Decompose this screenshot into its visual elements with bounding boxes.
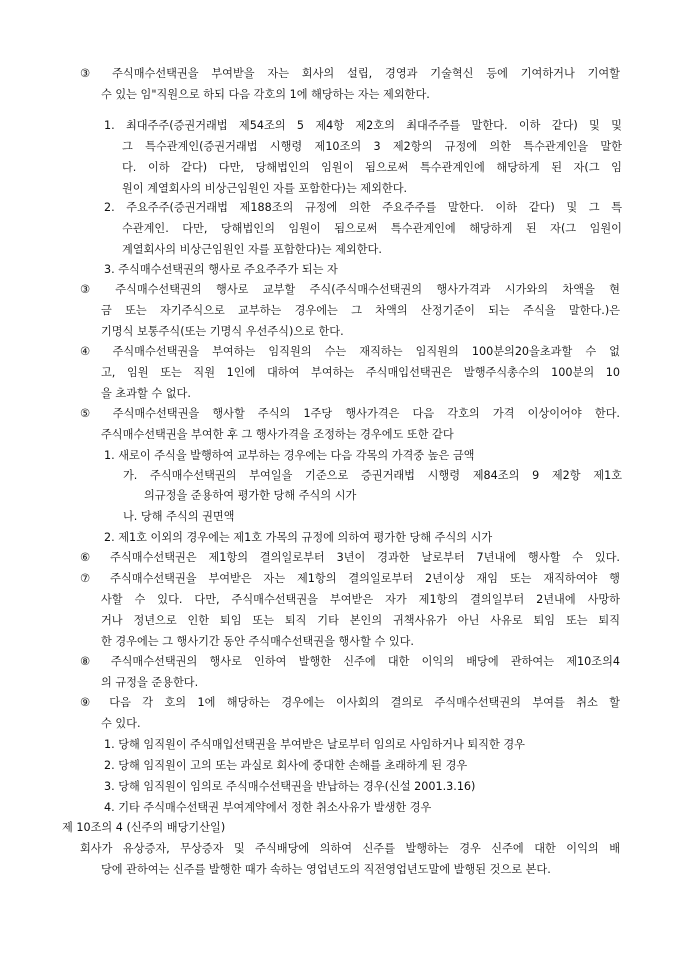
article-heading: 제 10조의 4 (신주의 배당기산일) <box>62 821 226 834</box>
paragraph-7-line-4: 한 경우에는 그 행사기간 동안 주식매수선택권을 행사할 수 있다. <box>101 635 414 648</box>
paragraph-5-item-1: 1. 새로이 주식을 발행하여 교부하는 경우에는 다음 각목의 가격중 높은 금액 <box>104 449 475 462</box>
subitem-ga-line-2: 의규정을 준용하여 평가한 당해 주식의 시가 <box>144 489 357 502</box>
paragraph-5-line-2: 주식매수선택권을 부여한 후 그 행사가격을 조정하는 경우에도 또한 같다 <box>101 428 454 441</box>
paragraph-9-item-1: 1. 당해 임직원이 주식매입선택권을 부여받은 날로부터 임의로 사임하거나 퇴직한 경우 <box>104 738 525 751</box>
paragraph-5-item-2: 2. 제1호 이외의 경우에는 제1호 가목의 규정에 의하여 평가한 당해 주식의 시가 <box>104 531 493 544</box>
paragraph-9-item-4: 4. 기타 주식매수선택권 부여계약에서 정한 취소사유가 발생한 경우 <box>104 801 432 814</box>
paragraph-9-line-2: 수 있다. <box>101 717 141 730</box>
article-body-line-1: 회사가 유상증자, 무상증자 및 주식배당에 의하여 신주를 발행하는 경우 신주에 대한 이익의 배 <box>80 842 620 855</box>
item-3-line-1: 3. 주식매수선택권의 행사로 주요주주가 되는 자 <box>104 263 338 276</box>
paragraph-5-line-1: ⑤ 주식매수선택권을 행사할 주식의 1주당 행사가격은 다음 각호의 가격 이상이어야 한다. <box>80 407 620 420</box>
paragraph-8-line-2: 의 규정을 준용한다. <box>101 676 199 689</box>
paragraph-4-line-3: 을 초과할 수 없다. <box>101 387 191 400</box>
item-1-line-3: 다. 이하 같다) 다만, 당해법인의 임원이 됨으로써 특수관계인에 해당하게 된 자(그 임 <box>122 161 622 174</box>
paragraph-7-line-1: ⑦ 주식매수선택권을 부여받은 자는 제1항의 결의일로부터 2년이상 재임 또는 재직하여야 행 <box>80 572 620 585</box>
paragraph-3b-line-3: 기명식 보통주식(또는 기명식 우선주식)으로 한다. <box>101 325 344 338</box>
item-2-line-1: 2. 주요주주(증권거래법 제188조의 규정에 의한 주요주주를 말한다. 이하 같다) 및 그 특 <box>104 201 622 214</box>
item-1-line-1: 1. 최대주주(증권거래법 제54조의 5 제4항 제2호의 최대주주를 말한다. 이하 같다) 및 및 <box>104 119 622 132</box>
paragraph-9-item-2: 2. 당해 임직원이 고의 또는 과실로 회사에 중대한 손해를 초래하게 된 경우 <box>104 759 468 772</box>
paragraph-9-line-1: ⑨ 다음 각 호의 1에 해당하는 경우에는 이사회의 결의로 주식매수선택권의 부여를 취소 할 <box>80 696 620 709</box>
item-1-line-4: 원이 계열회사의 비상근임원인 자를 포함한다)는 제외한다. <box>122 182 408 195</box>
paragraph-6: ⑥ 주식매수선택권은 제1항의 결의일로부터 3년이 경과한 날로부터 7년내에 행사할 수 있다. <box>80 551 620 564</box>
paragraph-3b-line-2: 금 또는 자기주식으로 교부하는 경우에는 그 차액의 산정기준이 되는 주식을 말한다.)은 <box>101 304 620 317</box>
paragraph-4-line-1: ④ 주식매수선택권을 부여하는 임직원의 수는 재직하는 임직원의 100분의20을초과할 수 없 <box>80 345 620 358</box>
paragraph-8-line-1: ⑧ 주식매수선택권의 행사로 인하여 발행한 신주에 대한 이익의 배당에 관하여는 제10조의4 <box>80 655 620 668</box>
paragraph-7-line-3: 거나 정년으로 인한 퇴임 또는 퇴직 기타 본인의 귀책사유가 아닌 사유로 퇴임 또는 퇴직 <box>101 614 620 627</box>
paragraph-3a-line-2: 수 있는 임"직원으로 하되 다음 각호의 1에 해당하는 자는 제외한다. <box>101 88 430 101</box>
subitem-ga-line-1: 가. 주식매수선택권의 부여일을 기준으로 증권거래법 시행령 제84조의 9 제2항 제1호 <box>123 469 622 482</box>
paragraph-7-line-2: 사할 수 있다. 다만, 주식매수선택권을 부여받은 자가 제1항의 결의일부터 2년내에 사망하 <box>101 593 620 606</box>
paragraph-9-item-3: 3. 당해 임직원이 임의로 주식매수선택권을 반납하는 경우(신설 2001.3.16) <box>104 780 476 793</box>
article-body-line-2: 당에 관하여는 신주를 발행한 때가 속하는 영업년도의 직전영업년도말에 발행된 것으로 본다. <box>101 863 551 876</box>
item-2-line-3: 계열회사의 비상근임원인 자를 포함한다)는 제외한다. <box>122 243 382 256</box>
item-2-line-2: 수관계인. 다만, 당해법인의 임원이 됨으로써 특수관계인에 해당하게 된 자(그 임원이 <box>122 222 622 235</box>
paragraph-3b-line-1: ③ 주식매수선택권의 행사로 교부할 주식(주식매수선택권의 행사가격과 시가와의 차액을 현 <box>80 283 620 296</box>
subitem-na: 나. 당해 주식의 권면액 <box>123 510 235 523</box>
paragraph-3a-line-1: ③ 주식매수선택권을 부여받을 자는 회사의 설립, 경영과 기술혁신 등에 기여하거나 기여할 <box>80 67 620 80</box>
item-1-line-2: 그 특수관계인(증권거래법 시행령 제10조의 3 제2항의 규정에 의한 특수관계인을 말한 <box>122 140 622 153</box>
paragraph-4-line-2: 고, 임원 또는 직원 1인에 대하여 부여하는 주식매입선택권은 발행주식총수의 100분의 10 <box>101 366 620 379</box>
